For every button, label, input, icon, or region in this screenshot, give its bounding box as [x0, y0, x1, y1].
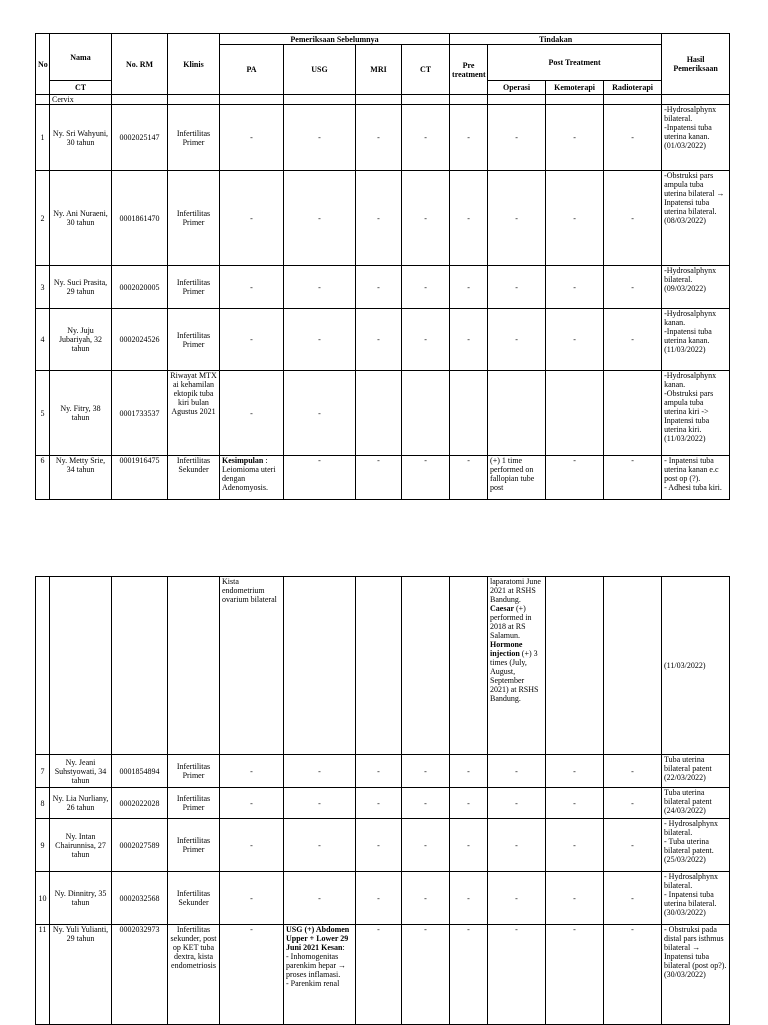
- result-cell: -Hydrosalphynx bilateral. (09/03/2022): [662, 266, 730, 309]
- usg-conclusion-label: USG (+) Abdomen Upper + Lower 29 Juni 2021 Kesan: [286, 925, 350, 952]
- pretreatment-cell: -: [450, 755, 488, 788]
- pretreatment-cell: -: [450, 788, 488, 819]
- operasi-cell: -: [488, 925, 546, 1025]
- pretreatment-cell: -: [450, 925, 488, 1025]
- record-number: 0001861470: [112, 171, 168, 266]
- patient-name: Ny. Ani Nuraeni, 30 tahun: [50, 171, 112, 266]
- radioterapi-cell: -: [604, 872, 662, 925]
- col-header-no: No: [36, 34, 50, 95]
- kemoterapi-cell: -: [546, 171, 604, 266]
- col-header-posttreatment: Post Treatment: [488, 45, 662, 81]
- result-cell: -Hydrosalphynx kanan. -Inpatensi tuba uterina kanan. (11/03/2022): [662, 309, 730, 371]
- table-row: [36, 819, 730, 872]
- pretreatment-cell: -: [450, 171, 488, 266]
- pa-cell: -: [220, 371, 284, 456]
- result-cell: -Hydrosalphynx kanan. -Obstruksi pars ampula tuba uterina kiri -> Inpatensi tuba uterina kiri. (11/03/2022): [662, 371, 730, 456]
- result-cell: Tuba uterina bilateral patent (22/03/2022): [662, 755, 730, 788]
- col-header-ct: CT: [402, 45, 450, 95]
- ct-cell: -: [402, 266, 450, 309]
- kemoterapi-cell: -: [546, 105, 604, 171]
- table-page-1: [35, 33, 730, 500]
- ct-cell: -: [402, 925, 450, 1025]
- pa-conclusion-text: : Leiomioma uteri dengan Adenomyosis.: [222, 456, 276, 492]
- radioterapi-cell: -: [604, 819, 662, 872]
- row-number: 11: [36, 925, 50, 1025]
- pa-cell: -: [220, 105, 284, 171]
- mri-cell: -: [356, 171, 402, 266]
- row-number: 3: [36, 266, 50, 309]
- table-row: [36, 171, 730, 266]
- radioterapi-cell: -: [604, 105, 662, 171]
- usg-cell: [284, 925, 356, 1025]
- usg-cell: -: [284, 755, 356, 788]
- patient-name: Ny. Metty Srie, 34 tahun: [50, 456, 112, 500]
- pretreatment-cell: -: [450, 266, 488, 309]
- mri-cell: -: [356, 105, 402, 171]
- col-header-operasi: Operasi: [488, 81, 546, 95]
- operasi-cell: -: [488, 819, 546, 872]
- pa-cell: -: [220, 819, 284, 872]
- usg-cell: -: [284, 788, 356, 819]
- patient-name: Ny. Juju Jubariyah, 32 tahun: [50, 309, 112, 371]
- record-number: 0002032973: [112, 925, 168, 1025]
- operasi-text-2: (+) performed in 2018 at RS Salamun.: [490, 604, 532, 640]
- ct-cell: -: [402, 819, 450, 872]
- record-number: 0001733537: [112, 371, 168, 456]
- mri-cell: -: [356, 788, 402, 819]
- mri-cell: -: [356, 456, 402, 500]
- clinical-info: Infertilitas Primer: [168, 819, 220, 872]
- kemoterapi-cell: -: [546, 819, 604, 872]
- col-header-ct-sub: CT: [50, 81, 112, 95]
- table-row-continuation: [36, 577, 730, 755]
- table-row: [36, 872, 730, 925]
- operasi-cell: -: [488, 171, 546, 266]
- patient-name: Ny. Jeani Suhstyowati, 34 tahun: [50, 755, 112, 788]
- pretreatment-cell: -: [450, 456, 488, 500]
- radioterapi-cell: -: [604, 755, 662, 788]
- pa-cell: -: [220, 925, 284, 1025]
- patient-name: Ny. Fitry, 38 tahun: [50, 371, 112, 456]
- radioterapi-cell: -: [604, 309, 662, 371]
- clinical-info: Riwayat MTX ai kehamilan ektopik tuba kiri bulan Agustus 2021: [168, 371, 220, 456]
- table-row: [36, 925, 730, 1025]
- table-row: [36, 371, 730, 456]
- row-number: 8: [36, 788, 50, 819]
- pretreatment-cell: -: [450, 872, 488, 925]
- patient-name: Ny. Yuli Yulianti, 29 tahun: [50, 925, 112, 1025]
- usg-cell: -: [284, 171, 356, 266]
- radioterapi-cell: -: [604, 456, 662, 500]
- mri-cell: -: [356, 266, 402, 309]
- pa-cell: Kista endometrium ovarium bilateral: [220, 577, 284, 755]
- mri-cell: -: [356, 755, 402, 788]
- operasi-cell: -: [488, 872, 546, 925]
- patient-name: Ny. Suci Prasita, 29 tahun: [50, 266, 112, 309]
- record-number: 0002027589: [112, 819, 168, 872]
- clinical-info: Infertilitas Primer: [168, 788, 220, 819]
- row-number: 1: [36, 105, 50, 171]
- clinical-info: Infertilitas Primer: [168, 266, 220, 309]
- mri-cell: -: [356, 872, 402, 925]
- radioterapi-cell: -: [604, 925, 662, 1025]
- patient-name: Ny. Lia Nurliany, 26 tahun: [50, 788, 112, 819]
- pretreatment-cell: -: [450, 309, 488, 371]
- result-cell: -Hydrosalphynx bilateral. -Inpatensi tuba uterina kanan. (01/03/2022): [662, 105, 730, 171]
- result-cell: - Hydrosalphynx bilateral. - Inpatensi tuba uterina bilateral. (30/03/2022): [662, 872, 730, 925]
- table-row: [36, 309, 730, 371]
- record-number: 0002022028: [112, 788, 168, 819]
- usg-cell: -: [284, 266, 356, 309]
- col-header-pemeriksaan: Pemeriksaan Sebelumnya: [220, 34, 450, 45]
- col-header-rm: No. RM: [112, 34, 168, 95]
- record-number: 0002032568: [112, 872, 168, 925]
- operasi-cell: -: [488, 788, 546, 819]
- radioterapi-cell: -: [604, 171, 662, 266]
- pa-cell: -: [220, 755, 284, 788]
- pa-conclusion-label: Kesimpulan: [222, 456, 264, 465]
- usg-cell: -: [284, 371, 356, 456]
- mri-cell: -: [356, 819, 402, 872]
- pa-cell: -: [220, 788, 284, 819]
- usg-cell: -: [284, 309, 356, 371]
- usg-conclusion-text: : - Inhomogenitas parenkim hepar → proses inflamasi. - Parenkim renal: [286, 943, 346, 988]
- col-header-usg: USG: [284, 45, 356, 95]
- record-number: 0002020005: [112, 266, 168, 309]
- ct-cell: -: [402, 788, 450, 819]
- operasi-text-1: laparatomi June 2021 at RSHS Bandung.: [490, 577, 541, 604]
- operasi-cell: -: [488, 266, 546, 309]
- col-header-tindakan: Tindakan: [450, 34, 662, 45]
- mri-cell: -: [356, 309, 402, 371]
- operasi-cell: [488, 577, 546, 755]
- col-header-radioterapi: Radioterapi: [604, 81, 662, 95]
- ct-cell: -: [402, 309, 450, 371]
- clinical-info: Infertilitas Primer: [168, 755, 220, 788]
- pa-cell: -: [220, 309, 284, 371]
- col-header-nama: Nama: [50, 34, 112, 81]
- pa-cell: -: [220, 171, 284, 266]
- mri-cell: -: [356, 925, 402, 1025]
- result-cell: - Hydrosalphynx bilateral. - Tuba uterina bilateral patent. (25/03/2022): [662, 819, 730, 872]
- row-number: 6: [36, 456, 50, 500]
- record-number: 0001916475: [112, 456, 168, 500]
- clinical-info: Infertilitas sekunder, post op KET tuba dextra, kista endometriosis: [168, 925, 220, 1025]
- col-header-pretreatment: Pre treatment: [450, 45, 488, 95]
- col-header-mri: MRI: [356, 45, 402, 95]
- kemoterapi-cell: -: [546, 309, 604, 371]
- radioterapi-cell: -: [604, 266, 662, 309]
- operasi-text-3: (+) 3 times (July, August, September 2021) at RSHS Bandung.: [490, 649, 539, 703]
- kemoterapi-cell: -: [546, 266, 604, 309]
- record-number: 0002024526: [112, 309, 168, 371]
- operasi-cell: -: [488, 755, 546, 788]
- cervix-label: Cervix: [50, 95, 112, 105]
- table-row: [36, 105, 730, 171]
- clinical-info: Infertilitas Primer: [168, 105, 220, 171]
- patient-name: Ny. Intan Chairunnisa, 27 tahun: [50, 819, 112, 872]
- clinical-info: Infertilitas Sekunder: [168, 872, 220, 925]
- operasi-cell: (+) 1 time performed on fallopian tube post: [488, 456, 546, 500]
- table-page-2: [35, 576, 730, 1025]
- row-number: 10: [36, 872, 50, 925]
- clinical-info: Infertilitas Primer: [168, 171, 220, 266]
- usg-cell: -: [284, 456, 356, 500]
- result-cell: -Obstruksi pars ampula tuba uterina bilateral → Inpatensi tuba uterina bilateral. (08/03/2022): [662, 171, 730, 266]
- patient-name: Ny. Sri Wahyuni, 30 tahun: [50, 105, 112, 171]
- usg-cell: -: [284, 819, 356, 872]
- radioterapi-cell: -: [604, 788, 662, 819]
- operasi-cell: -: [488, 309, 546, 371]
- kemoterapi-cell: -: [546, 788, 604, 819]
- result-cell: - Inpatensi tuba uterina kanan e.c post op (?). - Adhesi tuba kiri.: [662, 456, 730, 500]
- table-row: [36, 788, 730, 819]
- result-cell: - Obstruksi pada distal pars isthmus bilateral → Inpatensi tuba bilateral (post op?). (30/03/2022): [662, 925, 730, 1025]
- clinical-info: Infertilitas Sekunder: [168, 456, 220, 500]
- usg-cell: -: [284, 872, 356, 925]
- result-cell: (11/03/2022): [662, 577, 730, 755]
- row-number: 4: [36, 309, 50, 371]
- kemoterapi-cell: -: [546, 872, 604, 925]
- ct-cell: -: [402, 872, 450, 925]
- operasi-caesar-label: Caesar: [490, 604, 514, 613]
- kemoterapi-cell: -: [546, 456, 604, 500]
- col-header-hasil: Hasil Pemeriksaan: [662, 34, 730, 95]
- pa-cell: [220, 456, 284, 500]
- clinical-info: Infertilitas Primer: [168, 309, 220, 371]
- col-header-pa: PA: [220, 45, 284, 95]
- row-number: 5: [36, 371, 50, 456]
- kemoterapi-cell: -: [546, 755, 604, 788]
- row-number: 2: [36, 171, 50, 266]
- record-number: 0001854894: [112, 755, 168, 788]
- operasi-hormone-label: Hormone injection: [490, 640, 523, 658]
- col-header-klinis: Klinis: [168, 34, 220, 95]
- pa-cell: -: [220, 266, 284, 309]
- kemoterapi-cell: -: [546, 925, 604, 1025]
- usg-cell: -: [284, 105, 356, 171]
- ct-cell: -: [402, 105, 450, 171]
- row-number: 7: [36, 755, 50, 788]
- row-number: 9: [36, 819, 50, 872]
- pretreatment-cell: -: [450, 105, 488, 171]
- result-cell: Tuba uterina bilateral patent (24/03/2022): [662, 788, 730, 819]
- ct-cell: -: [402, 755, 450, 788]
- pa-cell: -: [220, 872, 284, 925]
- ct-cell: -: [402, 456, 450, 500]
- record-number: 0002025147: [112, 105, 168, 171]
- table-row: [36, 755, 730, 788]
- operasi-cell: -: [488, 105, 546, 171]
- col-header-kemoterapi: Kemoterapi: [546, 81, 604, 95]
- table-row: [36, 456, 730, 500]
- table-row: [36, 266, 730, 309]
- pretreatment-cell: -: [450, 819, 488, 872]
- ct-cell: -: [402, 171, 450, 266]
- patient-name: Ny. Dinnitry, 35 tahun: [50, 872, 112, 925]
